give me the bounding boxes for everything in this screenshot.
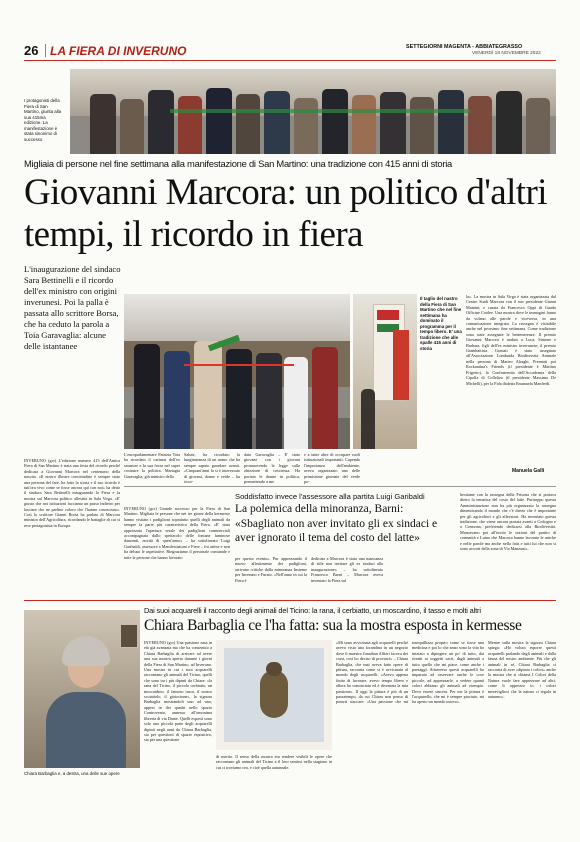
article1-col5: [304, 452, 360, 485]
portrait-caption: Chiara Barbaglia e, a destra, una delle sue opere: [24, 771, 120, 776]
article2-col2-text: dedicata a Marcora è stata una mancanza di stile non invitare gli ex sindaci alla inaugurazione» – ha sottolineato Francesco Barni – Marcora aveva inventato la Fiera sul: [311, 556, 383, 583]
article1-kicker: Migliaia di persone nel fine settimana alla manifestazione di San Martino: una tradizione con 415 anni di storia: [24, 158, 452, 169]
header-rule: [24, 60, 556, 61]
article3-headline: Chiara Barbaglia ce l'ha fatta: sua la mostra esposta in kermesse: [144, 617, 522, 634]
exhibition-photo: [353, 294, 417, 449]
article2-col3-text: bestiame con la rassegna della Frisona che si portava dietro la tematica del costo del latte. Purtroppo questa Amministrazione non ha più organizzato la rassegna dimenticando il mondo che c'è dietro che è importante per gli agricoltori e gli allevatori. Ha inventato questa tradizione, che viene ancora portata avanti a Codogno e a Cremona, preferendo dedicarsi alla Biodiversità. Mancavano poi all'invito le sezioni del partito di comunità e Luino che Marcora hanno lavorato le uniche e nelle parole ma anche nella fatti e tutti lui che non si sono accorti della zona di Via Manzoni».: [460, 492, 556, 552]
group-photo: [70, 69, 556, 154]
article1-col4-text: dato Garavaglia – E' stato giovane con i giovani promuovendo la legge sulla obiezione di coscienza. Ha portato le donne in politica, permettendo a me: [244, 452, 300, 485]
article2-rule: [124, 486, 556, 487]
header-divider: [45, 44, 46, 57]
article1-col3-text: Salute, ha ricordato la lungimiranza di un uomo che ha sempre saputo guardare avanti. «Cinquant'anni fa si è interessato di giovani, donne e verde – ha ricor-: [184, 452, 240, 485]
article1-col1: [24, 458, 120, 590]
article1-col6: [466, 294, 556, 464]
article1-col1-text: INVERUNO (gcr) L'edizione numero 415 dell'Antica Fiera di San Martino è stata una festa del ricordo perché dedicata a Giovanni Marcora nel centenario della nascita. «Il nostro illustre concittadino è sempre stato una persona del fare, ha fatto la storia e il suo ricordo è tutt'ora vivo come se fosse ancora qui con noi» ha detto il sindaco Sara Bettinelli inaugurando la Fiera e la mostra sul Marcora politico allestita in Sala Virga. «E' giusto che noi istituzioni facciamo un passo indietro per lasciare che ne parlino coloro che l'hanno conosciuto». Così lo scrittore Gianni Borsa ha parlato di Marcora ministro dell'Agricoltura, ricordando le battaglie di cui si rese protagonista in Europa.: [24, 458, 120, 528]
article1-headline: Giovanni Marcora: un politico d'altri tempi, il ricordo in fiera: [24, 172, 547, 255]
article2-title: La polemica della minoranza, Barni:: [235, 503, 404, 515]
article1-col4: [244, 452, 300, 485]
article3-col1: [144, 640, 212, 798]
article1-summary: L'inaugurazione del sindaco Sara Bettinelli e il ricordo dell'ex ministro con origini inverunesi. Poi la palla è passata allo scrittore Borsa, che ha ceduto la parola a Toia Garavaglia: alcune delle istantanee: [24, 264, 121, 351]
article2-headline: «Sbagliato non aver invitato gli ex sindaci e aver ignorato il tema del costo del latte»: [235, 518, 438, 544]
article1-byline: Manuela Galli: [512, 468, 545, 474]
article2-kicker: Soddisfatto invece l'assessore alla partita Luigi Garibaldi: [235, 492, 425, 501]
article1-col5-text: e a tante altre di occupare ruoli istituzionali importanti. Capendo l'importanza dell'ambiente, aveva organizzato una delle primissime giornate del verde po-: [304, 452, 360, 485]
article3-col2: [216, 754, 332, 794]
article3-col4: [488, 640, 556, 798]
issue-date: VENERDÌ 18 NOVEMBRE 2022: [472, 51, 541, 56]
ribbon-cutting-photo: [124, 294, 350, 449]
article3-kicker: Dai suoi acquarelli il racconto degli animali del Ticino: la rana, il cerbiatto, un moscardino, il tasso e molti altri: [144, 606, 481, 615]
article1-col2: [124, 452, 180, 480]
article3-col1-text: INVERUNO (gcr) Una passione nata in età già avanzata ma che ha consentito a Chiara Barbaglia di arrivare ad avere una sua mostra aperta durante i giorni della Fiera di San Martino, ad Inveruno. Una mostra in cui i suoi acquarelli raccontano gli animali del Ticino, quelli che sono tra i più dipinti da Chiara: «la rana del Ticino, il piccolo cerbiatto, un moscardino, il famoso tasso, il nostro scoiattolo, il gioiocinne». la signora Barbaglia mostrandoli uno ad uno, appesi in dei quadri nello spazio Controvento, annesso all'omonima libreria di via Dante. Quelli esposti sono solo una piccola parte degli acquarelli dipinti negli anni da Chiara Barbaglia, sia per questioni di spazio espositivo, sia per una questione: [144, 640, 212, 743]
watercolor-artwork: [216, 640, 332, 750]
article1-col-extra-text: INVERUNO (gcr) Grande successo per la Fiera di San Martino. Migliaia le persone che nei tre giorni della kermesse hanno visitato i padiglioni sopratutto quelli degli animali da sempre la parte più caratteristica della Fiera. «E' stata apprezzata l'apertura serale dei padiglioni commerciali accompagnata dallo spettacolo delle fontane luminose danzanti, novità di quest'anno» – ha sottolineato Luigi Garibaldi, assessore a Manifestazioni e Fiere – fra attese e non ha deluso le aspettative. Ringraziamo il personale comunale e tutte le persone che hanno lavorato: [124, 506, 230, 560]
article3-rule: [24, 600, 556, 601]
section-title: LA FIERA DI INVERUNO: [50, 44, 187, 58]
article1-col-extra: [124, 506, 230, 590]
article1-col3: [184, 452, 240, 485]
page-number: 26: [24, 43, 39, 58]
article1-col2-text: L'europarlamentare Patrizia Toia ha ricordato il carisma dell'ex senatore e la sua forza nel saper costruire la politica. Mariagia Garavaglia, già ministro della: [124, 452, 180, 479]
article2-col2: [311, 556, 383, 592]
article1-col6-text: la». La mostra in Sala Virga è stata organizzata dal Centro Studi Marcora con il suo presidente Gianni Mainini, e curata da Francesco Oppi di Guado Officine Coolee. Una mostra dove le immagini fanno da volano alle parole e viceversa, in una comunicazione integrata. La rassegna è visitabile anche nel prossimo fine settimana. Come tradizione sono state assegnate le benemerenze. Il premio Giovanni Marcora è andato a Luca, Simone e Barbara, figli dell'ex ministro inverunese; il premio Giambattista Gornati è stato assegnato all'Associazione Lombarda Biodiversità Animale nella persona di Matteo Alraghi. Premiati poi Rockantina's Friends (il presidente è Martino Frigerio), la Confraternita dell'Accademia della Cipolla di Colleliza (il presidente Massimo De Michelli), per la Fida dialetta Emanuela Manfredi.: [466, 294, 556, 386]
article3-col3: [336, 640, 484, 798]
top-photo-caption: I protagonisti della Fiera di San Martino, giunta alla sua 415ma edizione. La manifestazione è stata sinonimo di successo: [24, 98, 62, 142]
article2-col1-text: per questo evento». Pur apprezzando il nuovo allestimento dei padiglioni, arrivano critiche dalla minoranza Insieme per Inveruno e Furato. «Nell'anno in cui la Fiera è: [235, 556, 307, 583]
publication-name: SETTEGIORNI MAGENTA - ABBIATEGRASSO: [406, 44, 523, 50]
article3-col4-text: Mentre sulla mostra la signora Chiara spiega: «Ho voluto esporre questi acquarelli parlando dagli animali e dalla fauna del nostro ambiente. Più che gli animali in sé, Chiara Barbaglia ci racconta di aver «dipinto i colori» anche la mostra che si chiama I Colori della Natura vuole fare apprezzare ad altri, come li apprezzo io, i colori meravigliosi che la natura ci regala in autunno».: [488, 640, 556, 700]
article2-col3: [460, 492, 556, 592]
article2-col1: [235, 556, 307, 592]
portrait-photo: [24, 610, 140, 768]
ribbon-caption: Il taglio del nastro della Fiera di San Martino che nel fine settimana ha dominato il programma per il tempo libero. E' una tradizione che alle spalle 415 anni di storia: [420, 296, 462, 351]
article3-col3-text: «Mi sono avvicinata agli acquarelli perché avevo visto una locandina in un negozio dove il maestro Jonathan Alfieri faceva dei corsi, così ho deciso di provarci» – Chiara Barbaglia, che mai aveva fatto opere di pittura, racconta come si è avvicinata al mondo degli acquarelli. «Avevo appena finito di lavorare, avevo tempo libero e allora ho cominciato ed è diventata la mia passione». Il oggi la pittura è più di un passatempo, da cui Chiara non pensa di potersi staccare: «Una passione che mi tranquillizza proprio come se fosse una medicina e poi lo che anno sono la vita ho iniziato a dipingere un po' di tutto, dai ritratti ai soggetti sacri, dagli animali a tutto quello che mi piace, come anche i paesaggi. Attraverso questi acquarelli ho imparato ad osservare anche le cose piccole, ad apprezzarle, a vedere quanti colori abbiano gli animali ad esempio. Devo essere sincera. Per me la pittura è l'acquarello, che mi è sempre piaciuto, mi ha aperto un mondo nuovo».: [336, 640, 484, 705]
article3-col2-text: di merito. Il senso della mostra era rendere visibili le opere che raccontano gli animali del Ticino a il loro sentirsi nella stagione in cui ci troviamo ora, e cioè quella autunnale.: [216, 754, 332, 770]
